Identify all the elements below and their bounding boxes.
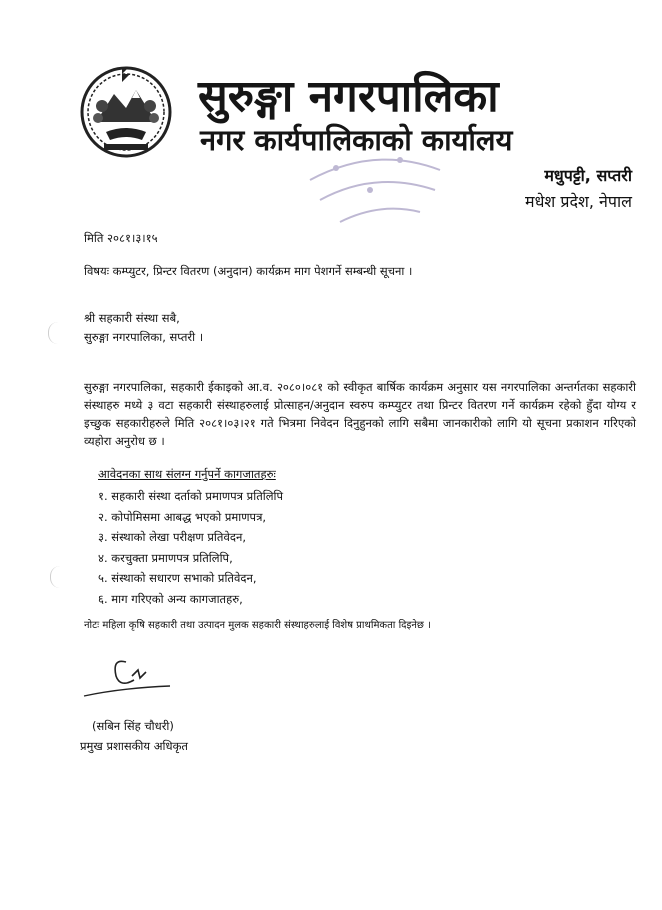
attachments-list: [98, 488, 283, 611]
attachments-heading: आवेदनका साथ संलग्न गर्नुपर्ने कागजातहरुः: [98, 467, 276, 481]
handwritten-signature-icon: [82, 652, 172, 704]
address-line-2: मधेश प्रदेश, नेपाल: [525, 192, 632, 211]
letter-body: सुरुङ्गा नगरपालिका, सहकारी ईकाइको आ.व. २०८०।०८१ को स्वीकृत बार्षिक कार्यक्रम अनुसार यस नगरपालिका अन्तर्गतका सहकारी संस्थाहरु मध्ये ३ वटा सहकारी संस्थाहरुलाई प्रोत्साहन/अनुदान स्वरुप कम्प्युटर तथा प्रिन्टर वितरण गर्ने कार्यक्रम रहेको हुँदा योग्य र इच्छुक सहकारीहरुले मिति २०८१।०३।२१ गते भित्रमा निवेदन दिनुहुनको लागि सबैमा जानकारीको लागि यो सूचना प्रकाशन गरिएको व्यहोरा अनुरोध छ ।: [84, 380, 636, 448]
addressee-line-1: श्री सहकारी संस्था सबै,: [84, 311, 180, 325]
list-item: ५. संस्थाको सधारण सभाको प्रतिवेदन,: [98, 571, 257, 585]
letter-subject: विषयः कम्प्युटर, प्रिन्टर वितरण (अनुदान) कार्यक्रम माग पेशगर्ने सम्बन्धी सूचना ।: [84, 264, 413, 278]
punch-hole-mark: [48, 322, 59, 344]
letter-date: मिति २०८१।३।१५: [84, 231, 158, 245]
organization-name: सुरुङ्गा नगरपालिका: [198, 71, 499, 122]
addressee-line-2: सुरुङ्गा नगरपालिका, सप्तरी ।: [84, 330, 204, 344]
list-item: २. कोपोमिसमा आबद्ध भएको प्रमाणपत्र,: [98, 509, 267, 524]
address-line-1: मधुपट्टी, सप्तरी: [544, 166, 632, 185]
note-text: नोटः महिला कृषि सहकारी तथा उत्पादन मुलक सहकारी संस्थाहरुलाई विशेष प्राथमिकता दिइनेछ ।: [84, 620, 431, 631]
list-item: ४. करचुक्ता प्रमाणपत्र प्रतिलिपि,: [98, 550, 233, 565]
signer-name: (सबिन सिंह चौधरी): [92, 719, 174, 733]
office-seal-stamp-icon: [300, 140, 450, 230]
list-item: ३. संस्थाको लेखा परीक्षण प्रतिवेदन,: [98, 530, 246, 544]
addressee-block: [84, 310, 203, 348]
punch-hole-mark: [50, 566, 61, 588]
list-item: ६. माग गरिएको अन्य कागजातहरु,: [98, 591, 243, 606]
list-item: १. सहकारी संस्था दर्ताको प्रमाणपत्र प्रतिलिपि: [98, 489, 284, 503]
nepal-government-emblem-icon: [76, 60, 176, 160]
signer-title: प्रमुख प्रशासकीय अधिकृत: [80, 739, 188, 753]
office-name: नगर कार्यपालिकाको कार्यालय: [200, 123, 513, 157]
